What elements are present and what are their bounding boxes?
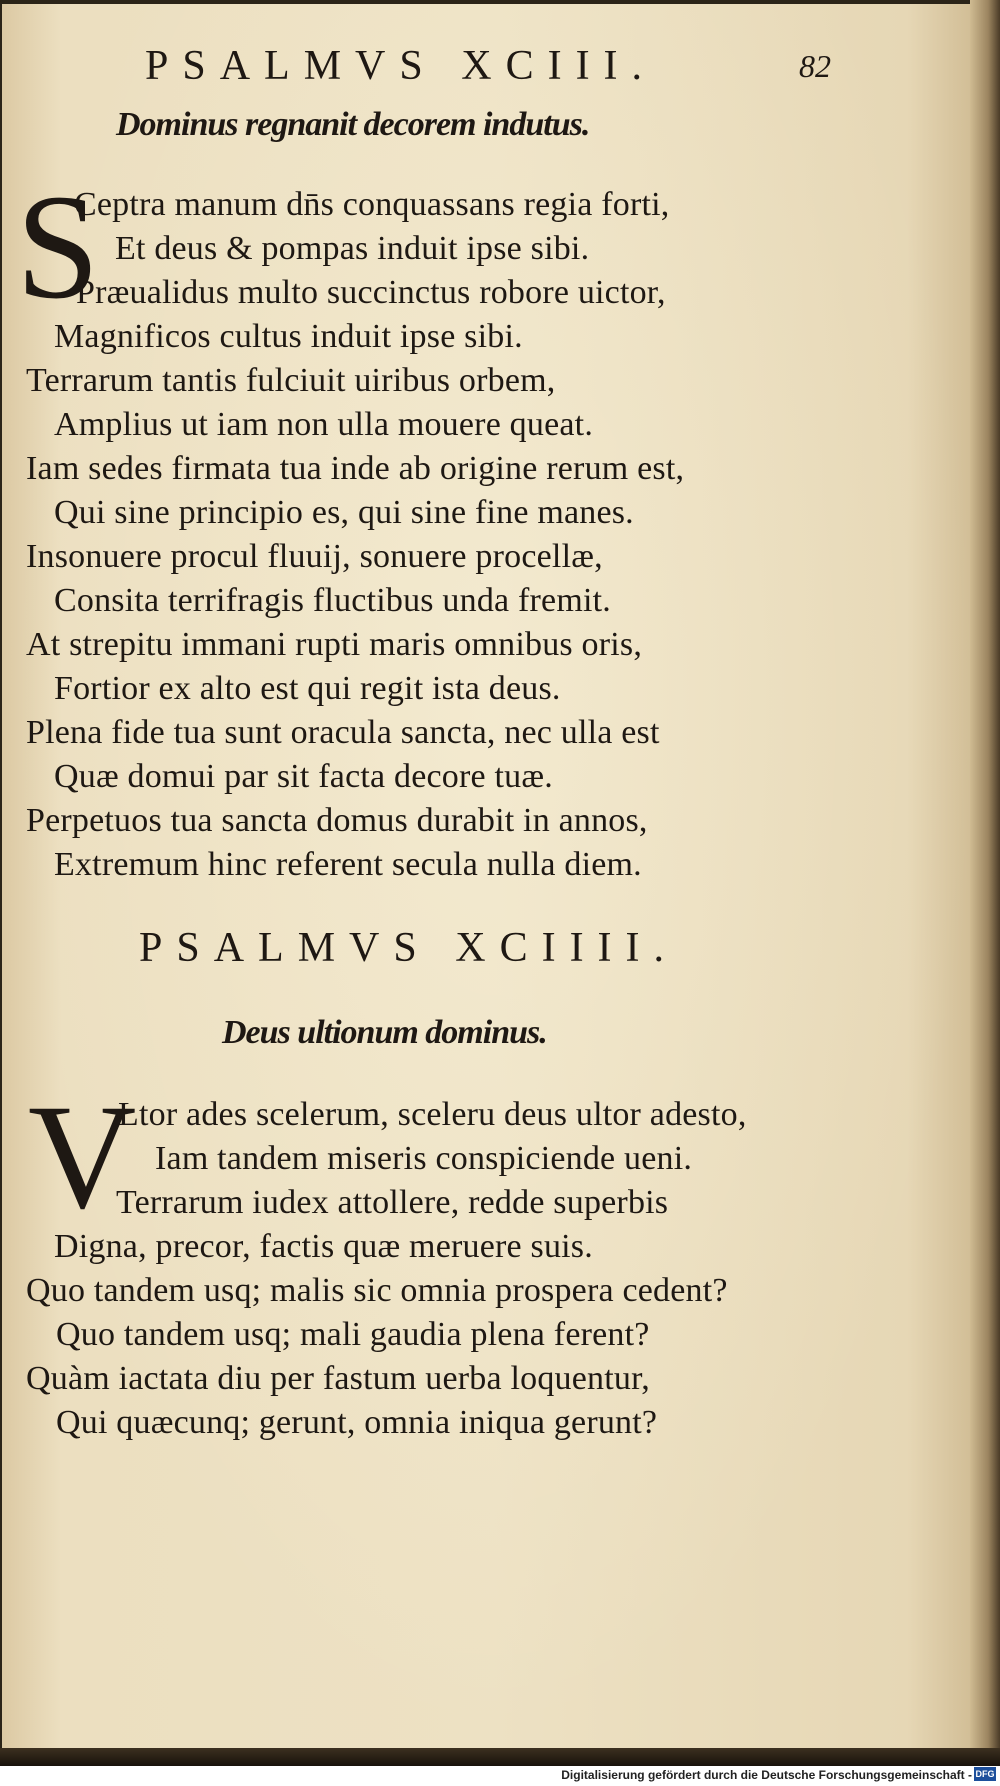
book-page (2, 4, 988, 1748)
psalm-93-heading: PSALMVS XCIII. (145, 43, 657, 89)
verse-line: Perpetuos tua sancta domus durabit in annos, (26, 802, 648, 839)
verse-line: Magnificos cultus induit ipse sibi. (54, 318, 523, 355)
verse-line: Quàm iactata diu per fastum uerba loquentur, (26, 1360, 650, 1397)
verse-line: Quæ domui par sit facta decore tuæ. (54, 758, 553, 795)
verse-line: Iam tandem miseris conspiciende ueni. (155, 1140, 693, 1177)
page-number: 82 (799, 48, 831, 84)
verse-line: Et deus & pompas induit ipse sibi. (115, 230, 590, 267)
psalm-94-heading: PSALMVS XCIIII. (139, 925, 679, 971)
verse-line: Iam sedes firmata tua inde ab origine rerum est, (26, 450, 685, 487)
verse-line: Insonuere procul fluuij, sonuere procellæ, (26, 538, 603, 575)
verse-line: Digna, precor, factis quæ meruere suis. (54, 1228, 593, 1265)
dfg-logo: DFG (975, 1769, 995, 1779)
verse-line: Terrarum tantis fulciuit uiribus orbem, (26, 362, 556, 399)
verse-line: Qui quæcunq; gerunt, omnia iniqua gerunt? (56, 1404, 658, 1441)
drop-cap-v: V (28, 1074, 137, 1240)
book-edge-bottom (0, 1748, 1000, 1766)
verse-line: Ceptra manum dn̄s conquassans regia forti, (74, 186, 670, 223)
verse-line: Terrarum iudex attollere, redde superbis (116, 1184, 669, 1221)
drop-cap-s: S (16, 164, 100, 330)
verse-line: Quo tandem usq; malis sic omnia prospera cedent? (26, 1272, 728, 1309)
book-edge-right (970, 0, 1000, 1750)
verse-line: Consita terrifragis fluctibus unda fremit. (54, 582, 611, 619)
psalm-93-subtitle: Dominus regnanit decorem indutus. (116, 106, 590, 143)
verse-line: Extremum hinc referent secula nulla diem. (54, 846, 642, 883)
verse-line: Ltor ades scelerum, sceleru deus ultor adesto, (118, 1096, 747, 1133)
verse-line: Fortior ex alto est qui regit ista deus. (54, 670, 561, 707)
verse-line: Præualidus multo succinctus robore uictor, (76, 274, 666, 311)
funding-notice: Digitalisierung gefördert durch die Deutsche Forschungsgemeinschaft - (561, 1768, 972, 1782)
verse-line: Qui sine principio es, qui sine fine manes. (54, 494, 634, 531)
verse-line: Quo tandem usq; mali gaudia plena ferent? (56, 1316, 650, 1353)
verse-line: Plena fide tua sunt oracula sancta, nec ulla est (26, 714, 660, 751)
verse-line: At strepitu immani rupti maris omnibus oris, (26, 626, 643, 663)
psalm-94-subtitle: Deus ultionum dominus. (222, 1014, 547, 1051)
verse-line: Amplius ut iam non ulla mouere queat. (54, 406, 594, 443)
